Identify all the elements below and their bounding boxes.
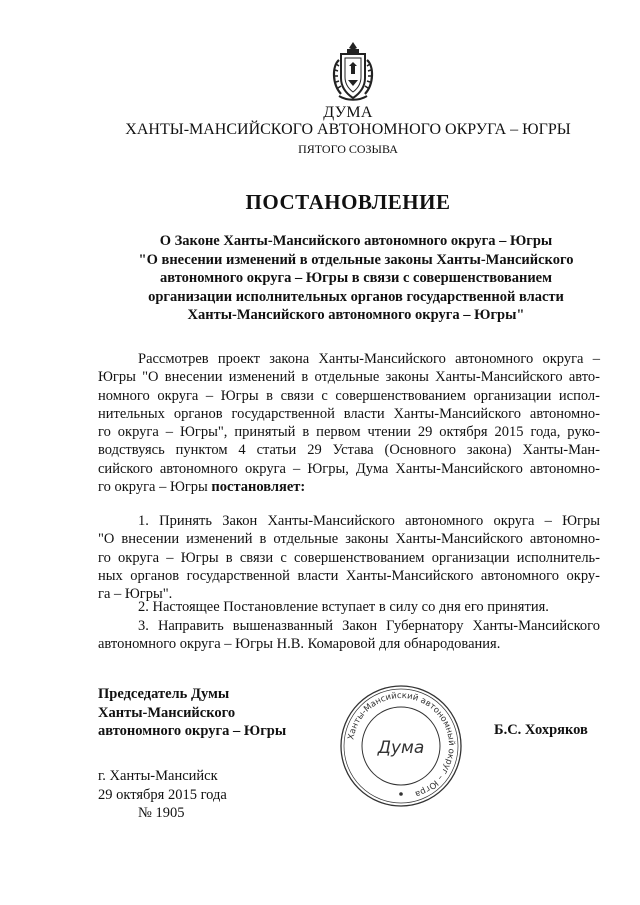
text-line: "О внесении изменений в отдельные законы Ханты-Мансийского автономно- (98, 531, 600, 548)
document-subject (96, 232, 616, 325)
preamble-paragraph (98, 350, 600, 496)
text-line: 1. Принять Закон Ханты-Мансийского автономного округа – Югры (138, 513, 600, 529)
subject-line: О Законе Ханты-Мансийского автономного округа – Югры (159, 233, 553, 249)
text-line: го округа – Югры в связи с совершенствованием организации исполнитель- (98, 549, 600, 566)
organization-region: ХАНТЫ-МАНСИЙСКОГО АВТОНОМНОГО ОКРУГА – ЮГРЫ (125, 121, 571, 138)
signatory-name: Б.С. Хохряков (494, 722, 588, 738)
convocation: ПЯТОГО СОЗЫВА (298, 142, 398, 156)
document-number: № 1905 (138, 805, 185, 821)
date: 29 октября 2015 года (98, 786, 227, 803)
subject-line: Ханты-Мансийского автономного округа – Югры" (187, 307, 525, 323)
resolves-verb: постановляет: (211, 479, 306, 496)
text-line: га – Югры". (98, 586, 173, 603)
city: г. Ханты-Мансийск (98, 768, 218, 784)
document-title: ПОСТАНОВЛЕНИЕ (245, 190, 451, 214)
text-line: Рассмотрев проект закона Ханты-Мансийского автономного округа – (138, 351, 600, 367)
text-line: сийского автономного округа – Югры, Дума Ханты-Мансийского автономно- (98, 460, 600, 477)
text-line: Югры "О внесении изменений в отдельные законы Ханты-Мансийского авто- (98, 369, 600, 386)
organization-name: ДУМА (323, 104, 373, 121)
coat-of-arms-emblem (327, 40, 379, 102)
text-line: номного округа – Югры в связи с совершенствованием организации испол- (98, 387, 600, 404)
item-2-paragraph (98, 598, 600, 616)
text-line: 3. Направить вышеназванный Закон Губернатору Ханты-Мансийского (138, 618, 600, 634)
item-3-paragraph (98, 617, 600, 654)
subject-line: автономного округа – Югры в связи с совершенствованием (159, 270, 552, 286)
signatory-position (98, 685, 286, 741)
position-line: Председатель Думы (98, 686, 230, 702)
text-line: ных органов государственной власти Ханты-Мансийского автономного окру- (98, 567, 600, 584)
text-line: автономного округа – Югры Н.В. Комаровой для обнародования. (98, 636, 501, 653)
text-line: 2. Настоящее Постановление вступает в силу со дня его принятия. (138, 599, 549, 615)
stamp-center-text: Дума (377, 738, 425, 758)
official-stamp (338, 683, 464, 809)
text-line: нительных органов государственной власти Ханты-Мансийского автономно- (98, 405, 600, 422)
subject-line: организации исполнительных органов государственной власти (148, 288, 564, 305)
text-line (98, 478, 600, 496)
document-place-date (98, 767, 227, 823)
text-line: го округа – Югры", принятый в первом чтении 29 октября 2015 года, руко- (98, 424, 600, 441)
item-1-paragraph (98, 512, 600, 603)
text-fragment: го округа – Югры (98, 479, 212, 496)
stamp-ring-text: Ханты-Мансийский автономный округ – Югра (346, 690, 457, 799)
position-line: автономного округа – Югры (98, 723, 287, 739)
text-line: водствуясь пунктом 4 статьи 29 Устава (Основного закона) Ханты-Ман- (98, 442, 600, 459)
subject-line: "О внесении изменений в отдельные законы Ханты-Мансийского (138, 251, 574, 268)
position-line: Ханты-Мансийского (98, 704, 236, 721)
